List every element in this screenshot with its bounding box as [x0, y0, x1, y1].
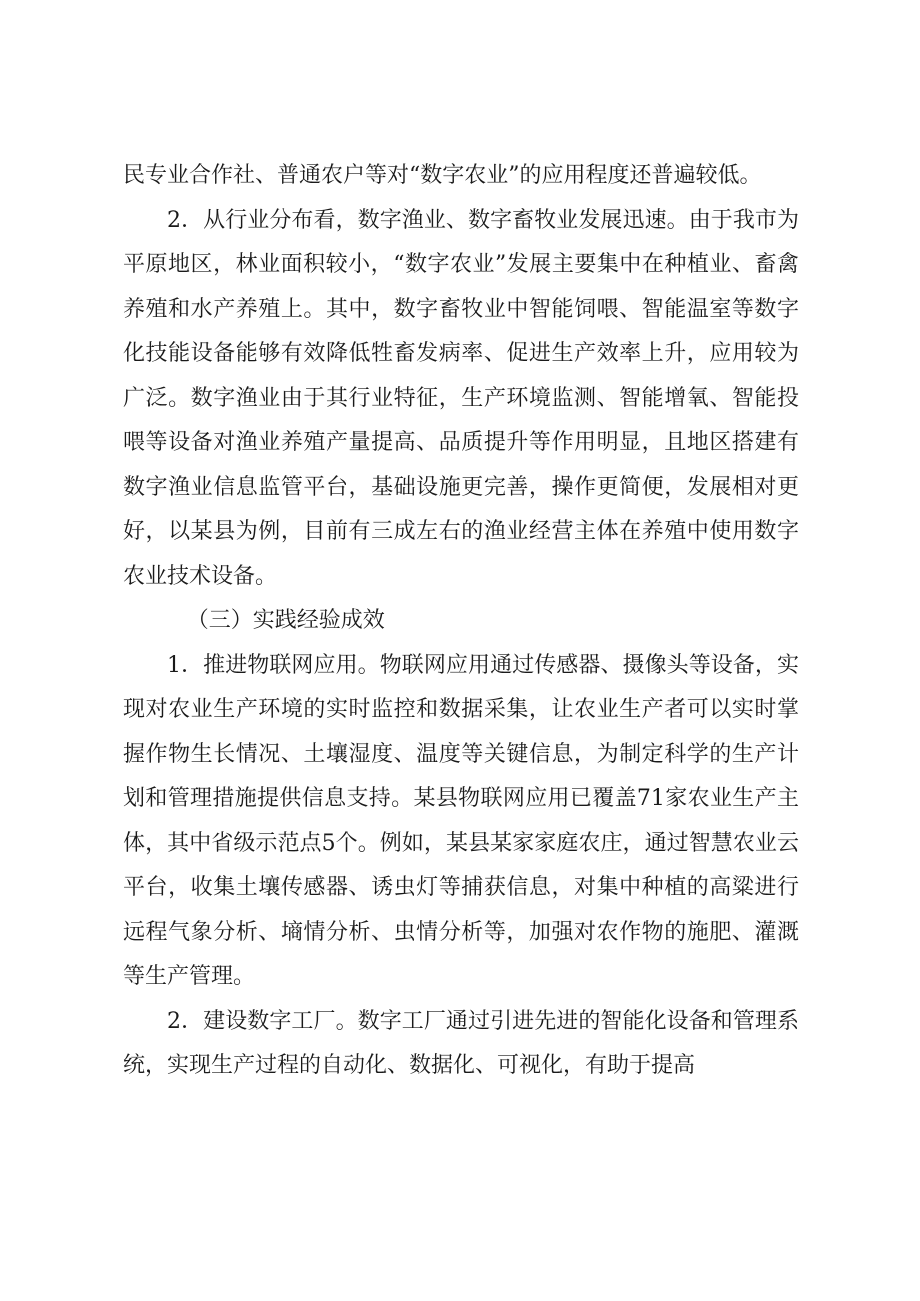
document-body [123, 154, 799, 1089]
section-heading: （三）实践经验成效 [186, 608, 385, 633]
paragraph-continuation: 民专业合作社、普通农户等对“数字农业”的应用程度还普遍较低。 [123, 163, 762, 188]
paragraph-iot-application: 1．推进物联网应用。物联网应用通过传感器、摄像头等设备，实现对农业生产环境的实时监控和数据采集，让农业生产者可以实时掌握作物生长情况、土壤湿度、温度等关键信息，为制定科学的生产计划和管理措施提供信息支持。某县物联网应用已覆盖71家农业生产主体，其中省级示范点5个。例如，某县某家家庭农庄，通过智慧农业云平台，收集土壤传感器、诱虫灯等捕获信息，对集中种植的高粱进行远程气象分析、墒情分析、虫情分析等，加强对农作物的施肥、灌溉等生产管理。 [123, 652, 799, 989]
paragraph-industry-distribution: 2．从行业分布看，数字渔业、数字畜牧业发展迅速。由于我市为平原地区，林业面积较小，“数字农业”发展主要集中在种植业、畜禽养殖和水产养殖上。其中，数字畜牧业中智能饲喂、智能温室等数字化技能设备能够有效降低牲畜发病率、促进生产效率上升，应用较为广泛。数字渔业由于其行业特征，生产环境监测、智能增氧、智能投喂等设备对渔业养殖产量提高、品质提升等作用明显，且地区搭建有数字渔业信息监管平台，基础设施更完善，操作更简便，发展相对更好，以某县为例，目前有三成左右的渔业经营主体在养殖中使用数字农业技术设备。 [123, 207, 799, 589]
paragraph-digital-factory: 2．建设数字工厂。数字工厂通过引进先进的智能化设备和管理系统，实现生产过程的自动化、数据化、可视化，有助于提高 [123, 1008, 799, 1078]
